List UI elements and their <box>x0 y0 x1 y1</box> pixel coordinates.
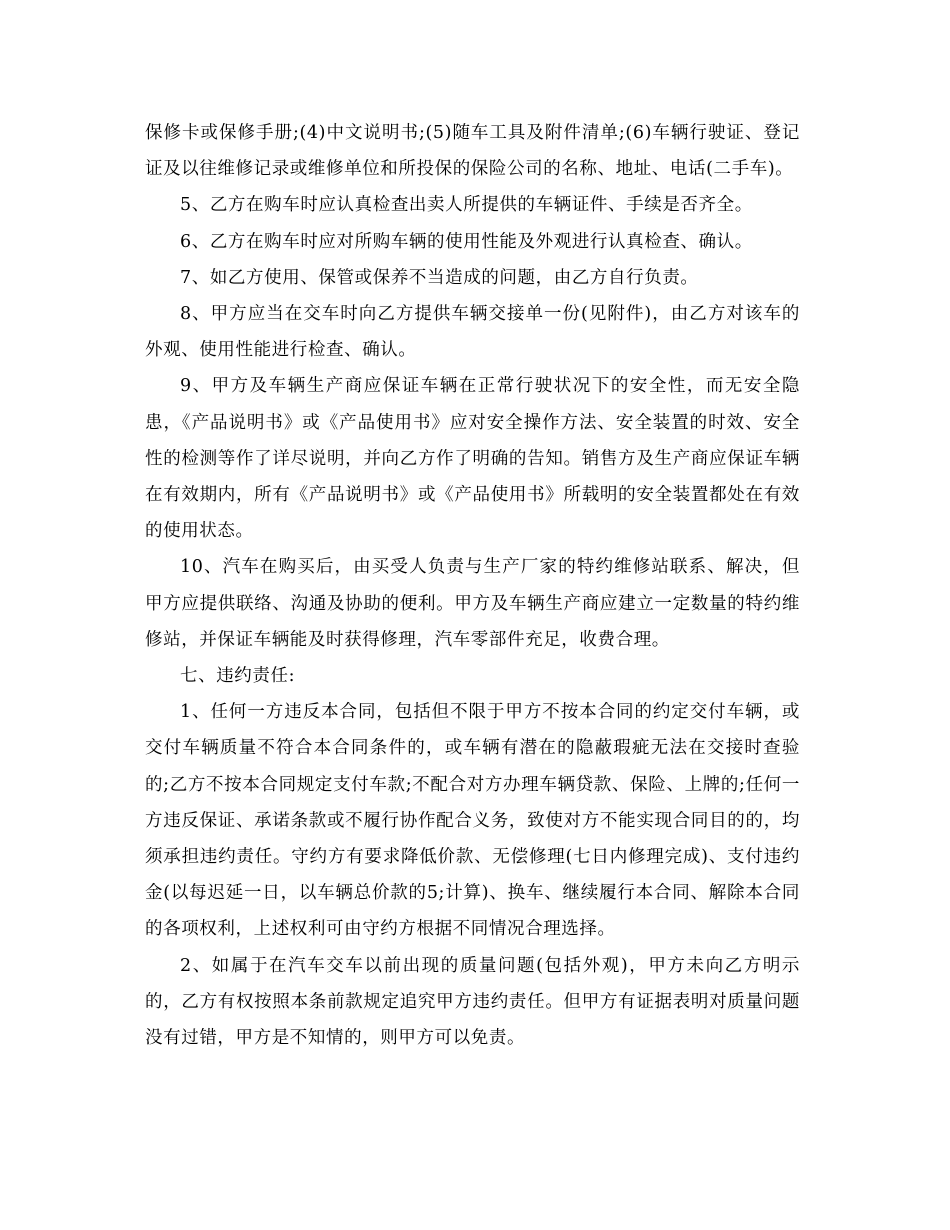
paragraph-9: 1、任何一方违反本合同，包括但不限于甲方不按本合同的约定交付车辆，或交付车辆质量不符合本合同条件的，或车辆有潜在的隐蔽瑕疵无法在交接时查验的;乙方不按本合同规定支付车款;不配合对方办理车辆贷款、保险、上牌的;任何一方违反保证、承诺条款或不履行协作配合义务，致使对方不能实现合同目的的，均须承担违约责任。守约方有要求降低价款、无偿修理(七日内修理完成)、支付违约金(以每迟延一日，以车辆总价款的5;计算)、换车、继续履行本合同、解除本合同的各项权利，上述权利可由守约方根据不同情况合理选择。 <box>145 702 800 940</box>
paragraph-3: 6、乙方在购车时应对所购车辆的使用性能及外观进行认真检查、确认。 <box>180 231 753 252</box>
paragraph-7: 10、汽车在购买后，由买受人负责与生产厂家的特约维修站联系、解决，但甲方应提供联络、沟通及协助的便利。甲方及车辆生产商应建立一定数量的特约维修站，并保证车辆能及时获得修理，汽车零部件充足，收费合理。 <box>145 557 800 650</box>
section-heading-breach-liability: 七、违约责任: <box>180 666 296 687</box>
paragraph-5: 8、甲方应当在交车时向乙方提供车辆交接单一份(见附件)，由乙方对该车的外观、使用性能进行检查、确认。 <box>145 304 800 361</box>
paragraph-2: 5、乙方在购车时应认真检查出卖人所提供的车辆证件、手续是否齐全。 <box>180 195 753 216</box>
paragraph-10: 2、如属于在汽车交车以前出现的质量问题(包括外观)，甲方未向乙方明示的，乙方有权按照本条前款规定追究甲方违约责任。但甲方有证据表明对质量问题没有过错，甲方是不知情的，则甲方可以免责。 <box>145 955 800 1049</box>
paragraph-4: 7、如乙方使用、保管或保养不当造成的问题，由乙方自行负责。 <box>180 267 699 288</box>
paragraph-6: 9、甲方及车辆生产商应保证车辆在正常行驶状况下的安全性，而无安全隐患，《产品说明书》或《产品使用书》应对安全操作方法、安全装置的时效、安全性的检测等作了详尽说明，并向乙方作了明确的告知。销售方及生产商应保证车辆在有效期内，所有《产品说明书》或《产品使用书》所载明的安全装置都处在有效的使用状态。 <box>145 376 800 542</box>
paragraph-1: 保修卡或保修手册;(4)中文说明书;(5)随车工具及附件清单;(6)车辆行驶证、登记证及以往维修记录或维修单位和所投保的保险公司的名称、地址、电话(二手车)。 <box>145 123 800 180</box>
